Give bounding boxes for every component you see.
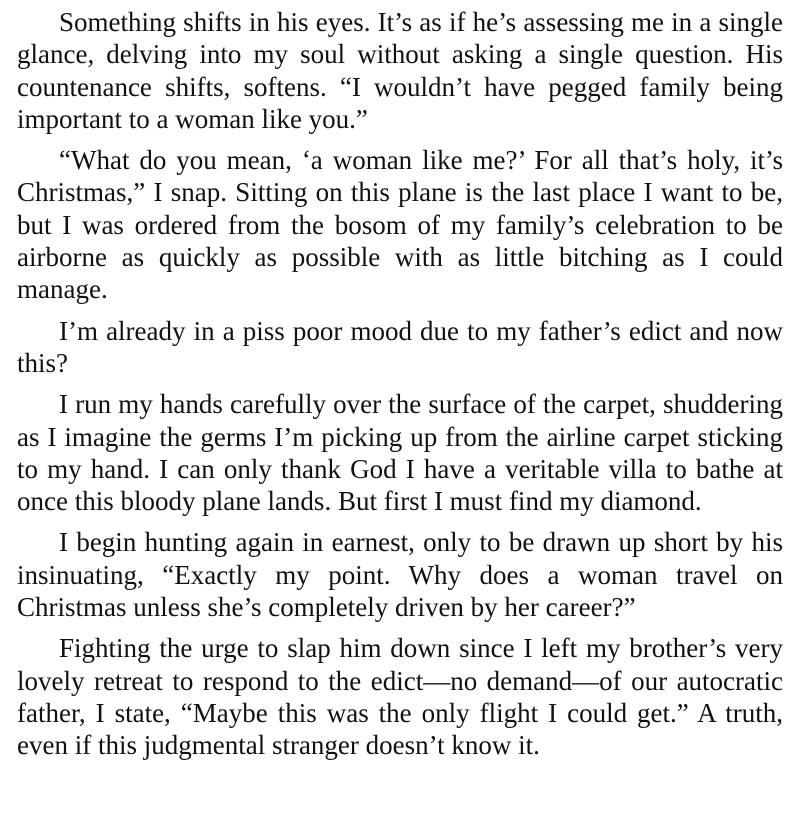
paragraph-2: “What do you mean, ‘a woman like me?’ For all that’s holy, it’s Christmas,” I snap. Sitting on this plane is the last place I want to be, but I was ordered from the bosom of my family’s celebration to be airborne as quickly as possible with as little bitching as I could manage. (17, 145, 783, 305)
paragraph-6: Fighting the urge to slap him down since I left my brother’s very lovely retreat to respond to the edict—no demand—of our autocratic father, I state, “Maybe this was the only flight I could get.” A truth, even if this judgmental stranger doesn’t know it. (17, 633, 783, 761)
paragraph-4: I run my hands carefully over the surface of the carpet, shuddering as I imagine the germs I’m picking up from the airline carpet sticking to my hand. I can only thank God I have a veritable villa to bathe at once this bloody plane lands. But first I must find my diamond. (17, 389, 783, 517)
paragraph-3: I’m already in a piss poor mood due to my father’s edict and now this? (17, 315, 783, 378)
paragraph-5: I begin hunting again in earnest, only to be drawn up short by his insinuating, “Exactly my point. Why does a woman travel on Christmas unless she’s completely driven by her career?” (17, 527, 783, 623)
paragraph-1: Something shifts in his eyes. It’s as if he’s assessing me in a single glance, delving into my soul without asking a single question. His countenance shifts, softens. “I wouldn’t have pegged family being important to a woman like you.” (17, 7, 783, 134)
